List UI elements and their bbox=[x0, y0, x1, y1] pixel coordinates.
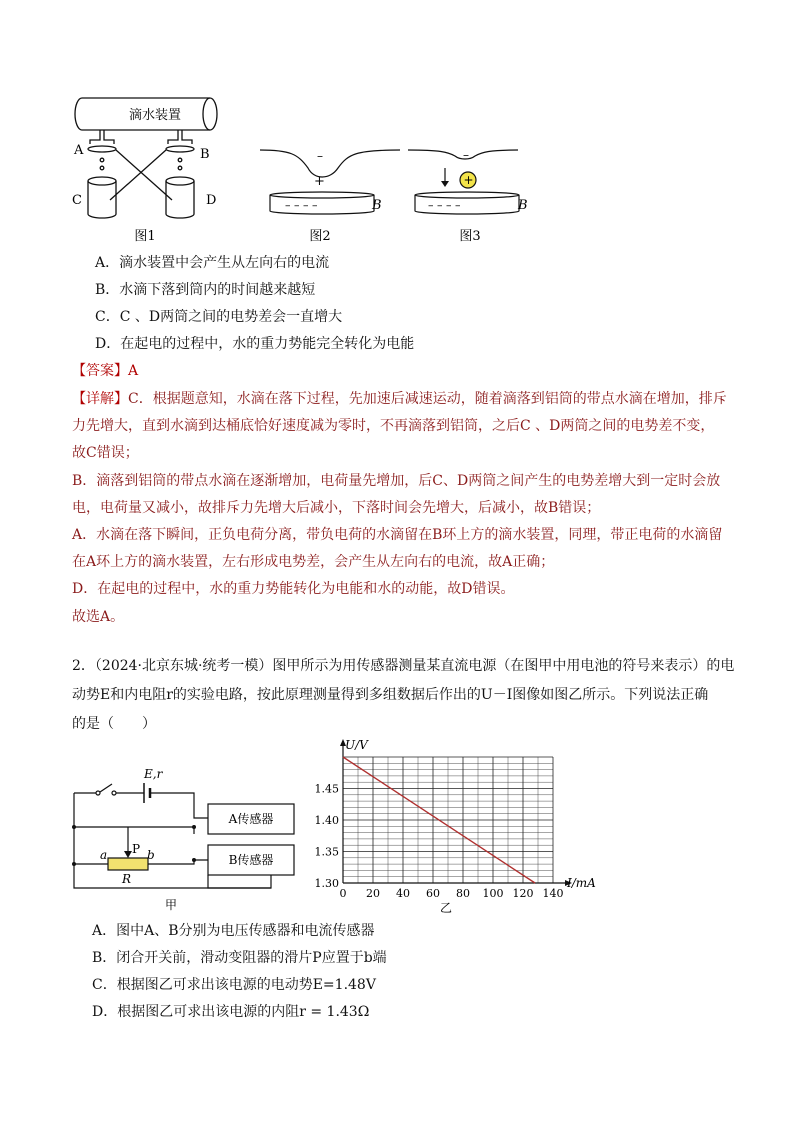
circuit-caption: 甲 bbox=[164, 898, 178, 912]
q2-option-b: B．闭合开关前，滑动变阻器的滑片P应置于b端 bbox=[92, 950, 387, 966]
rheostat-r-label: R bbox=[122, 872, 132, 886]
fig2-plus: + bbox=[314, 174, 325, 189]
answer-tag: 【答案】 bbox=[72, 363, 128, 379]
detail-text: C．根据题意知，水滴在落下过程，先加速后减速运动，随着滴落到铝筒的带点水滴在增加，排斥 bbox=[128, 391, 727, 407]
slider-arrow-icon bbox=[124, 851, 132, 858]
fig3-caption: 图3 bbox=[459, 229, 481, 244]
q2-option-d: D．根据图乙可求出该电源的内阻r = 1.43Ω bbox=[92, 1004, 370, 1020]
u-i-chart bbox=[305, 735, 605, 920]
fig1-caption: 图1 bbox=[134, 229, 156, 244]
q1-detail-line-7: 在A环上方的滴水装置，左右形成电势差，会产生从左向右的电流，故A正确； bbox=[72, 554, 555, 570]
y-tick-label: 1.35 bbox=[314, 845, 339, 859]
sensor-a-label: A传感器 bbox=[228, 812, 274, 826]
x-tick-label: 40 bbox=[396, 887, 410, 900]
q1-option-b: B．水滴下落到筒内的时间越来越短 bbox=[95, 282, 316, 298]
q1-detail-line-1 bbox=[72, 389, 727, 409]
q2-stem-line-1: 2．（2024·北京东城·统考一模）图甲所示为用传感器测量某直流电源（在图甲中用电池的符号来表示）的电 bbox=[72, 658, 735, 674]
x-tick-label: 100 bbox=[482, 887, 504, 900]
circuit-diagram bbox=[66, 755, 306, 915]
fig1-label-c: C bbox=[72, 193, 82, 208]
terminal-b-label: b bbox=[147, 848, 155, 862]
q1-option-c: C．C 、D两筒之间的电势差会一直增大 bbox=[95, 309, 343, 325]
chart-y-label: U/V bbox=[345, 738, 368, 752]
chart-ticks bbox=[315, 783, 564, 901]
x-tick-label: 20 bbox=[366, 887, 380, 900]
slider-p-label: P bbox=[132, 842, 141, 856]
answer-value: A bbox=[128, 363, 139, 379]
q2-option-a: A．图中A、B分别为电压传感器和电流传感器 bbox=[92, 923, 375, 939]
q1-option-d: D．在起电的过程中，水的重力势能完全转化为电能 bbox=[95, 336, 415, 352]
fig1-label-b: B bbox=[200, 147, 210, 162]
chart-x-label: I/mA bbox=[567, 876, 596, 890]
y-tick-label: 1.40 bbox=[314, 814, 339, 827]
x-tick-label: 120 bbox=[512, 887, 534, 900]
chart-caption: 乙 bbox=[439, 901, 453, 915]
fig1-label-d: D bbox=[206, 193, 217, 208]
fig3-plus: + bbox=[463, 173, 474, 187]
fig2-plate-charges: – – – – bbox=[285, 199, 318, 212]
battery-label: E,r bbox=[144, 767, 163, 781]
fig2-minus-top: – bbox=[317, 149, 323, 163]
detail-tag: 【详解】 bbox=[72, 391, 128, 407]
x-tick-label: 0 bbox=[339, 887, 347, 900]
fig2-label-b: B bbox=[372, 198, 382, 213]
figure-row bbox=[60, 88, 540, 248]
q2-option-c: C．根据图乙可求出该电源的电动势E=1.48V bbox=[92, 977, 376, 993]
fig1-label-a: A bbox=[74, 143, 84, 158]
x-tick-label: 140 bbox=[542, 887, 564, 900]
fig1-device-label: 滴水装置 bbox=[128, 108, 182, 123]
q1-detail-line-8: D．在起电的过程中，水的重力势能转化为电能和水的动能，故D错误。 bbox=[72, 581, 515, 597]
q1-detail-line-5: 电，电荷量又减小，故排斥力先增大后减小，下落时间会先增大，后减小，故B错误； bbox=[72, 500, 601, 516]
sensor-b-label: B传感器 bbox=[228, 853, 274, 867]
q1-option-a: A．滴水装置中会产生从左向右的电流 bbox=[95, 255, 330, 271]
q1-conclusion: 故选A。 bbox=[72, 609, 125, 625]
q1-detail-line-4: B．滴落到铝筒的带点水滴在逐渐增加，电荷量先增加，后C、D两筒之间产生的电势差增大到一定时会放 bbox=[72, 473, 721, 489]
fig2-caption: 图2 bbox=[309, 229, 331, 244]
y-tick-label: 1.30 bbox=[314, 877, 339, 890]
fig3-plate-charges: – – – – bbox=[428, 199, 461, 212]
q2-stem-line-3: 的是（ ） bbox=[72, 716, 156, 732]
fig3-arrow-icon bbox=[441, 181, 449, 187]
q1-detail-line-3: 故C错误； bbox=[72, 445, 139, 461]
x-tick-label: 60 bbox=[426, 887, 440, 900]
y-tick-label: 1.45 bbox=[314, 782, 339, 796]
fig3-minus-top: – bbox=[463, 148, 469, 162]
q1-detail-line-6: A．水滴在落下瞬间，正负电荷分离，带负电荷的水滴留在B环上方的滴水装置，同理，带正电荷的水滴留 bbox=[72, 527, 723, 543]
q1-answer bbox=[72, 361, 138, 381]
q2-stem-line-2: 动势E和内电阻r的实验电路，按此原理测量得到多组数据后作出的U－I图像如图乙所示。下列说法正确 bbox=[72, 687, 709, 703]
terminal-a-label: a bbox=[100, 848, 108, 862]
chart-grid bbox=[343, 757, 553, 883]
q1-detail-line-2: 力先增大，直到水滴到达桶底恰好速度减为零时，不再滴落到铝筒，之后C 、D两筒之间的电势差不变， bbox=[72, 418, 715, 434]
fig3-label-b: B bbox=[518, 198, 528, 213]
x-tick-label: 80 bbox=[456, 887, 470, 900]
